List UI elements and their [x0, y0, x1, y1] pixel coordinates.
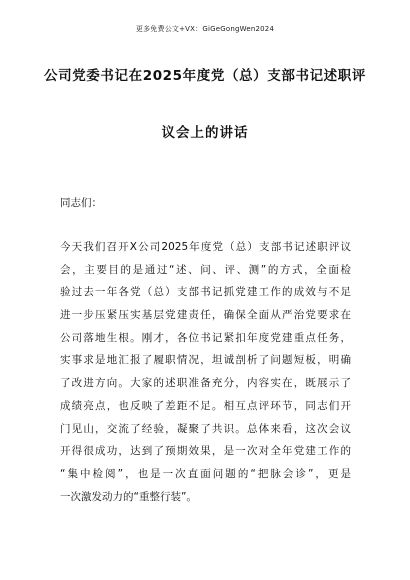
- body-line: 门见山，交流了经验，凝聚了共识。总体来看，这次会议: [60, 422, 351, 435]
- title-line-2: 议会上的讲话: [161, 125, 249, 141]
- body-line: 成绩亮点，也反映了差距不足。相互点评环节，同志们开: [60, 399, 351, 412]
- body-line: 会，主要目的是通过“述、问、评、测”的方式，全面检: [60, 263, 351, 276]
- body-line: 验过去一年各党（总）支部书记抓党建工作的成效与不足: [60, 286, 351, 299]
- body-line: “集中检阅”，也是一次直面问题的“把脉会诊”，更是: [60, 467, 351, 480]
- title-line-1: 公司党委书记在2025年度党（总）支部书记述职评: [44, 68, 366, 84]
- body-line: 了改进方向。大家的述职准备充分，内容实在，既展示了: [60, 377, 351, 390]
- header-note: 更多免费公文+VX：GiGeGongWen2024: [135, 25, 275, 33]
- greeting: 同志们：: [60, 197, 102, 209]
- body-line: 公司落地生根。刚才，各位书记紧扣年度党建重点任务，: [60, 331, 351, 344]
- body-line: 今天我们召开X公司2025年度党（总）支部书记述职评议: [60, 241, 351, 253]
- body-paragraph: [60, 236, 351, 508]
- body-line: 实事求是地汇报了履职情况，坦诚剖析了问题短板，明确: [60, 354, 351, 367]
- body-line: 进一步压紧压实基层党建责任，确保全面从严治党要求在: [60, 309, 351, 322]
- body-line: 一次激发动力的“重整行装”。: [60, 490, 197, 503]
- body-line: 开得很成功，达到了预期效果，是一次对全年党建工作的: [60, 445, 351, 458]
